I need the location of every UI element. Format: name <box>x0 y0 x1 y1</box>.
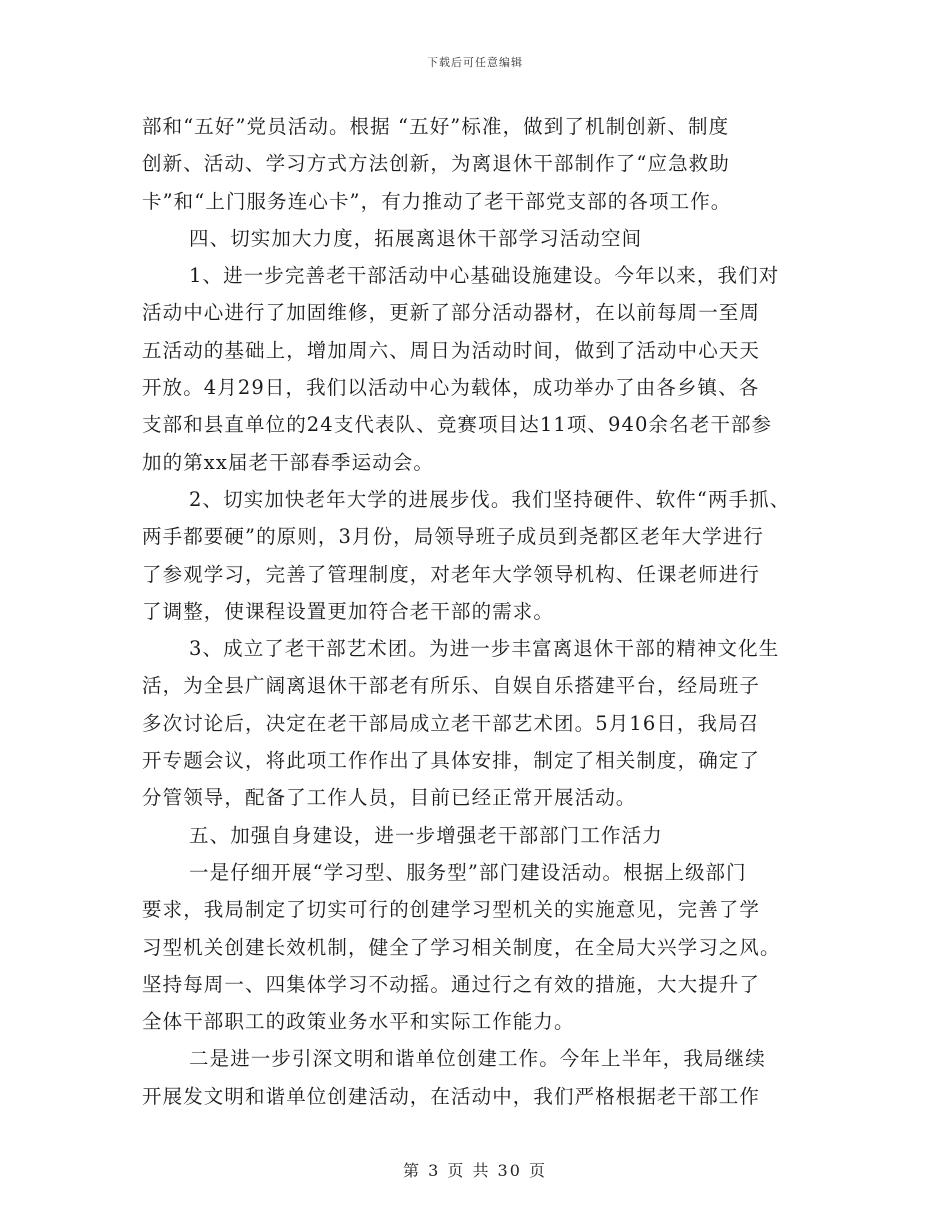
text-line: 创新、活动、学习方式方法创新，为离退休干部制作了“应急救助 <box>142 152 730 176</box>
text-line: 开放。4月29日，我们以活动中心为载体，成功举办了由各乡镇、各 <box>142 376 760 400</box>
text-line: 一是仔细开展“学习型、服务型”部门建设活动。根据上级部门 <box>189 860 747 884</box>
document-body <box>142 108 822 1115</box>
text-line: 两手都要硬”的原则，3月份，局领导班子成员到尧都区老年大学进行 <box>142 525 764 549</box>
text-line: 开展发文明和谐单位创建活动，在活动中，我们严格根据老干部工作 <box>142 1084 761 1108</box>
page-header: 下载后可任意编辑 <box>427 56 523 69</box>
text-line: 加的第xx届老干部春季运动会。 <box>142 450 434 474</box>
text-line: 3、成立了老干部艺术团。为进一步丰富离退休干部的精神文化生 <box>189 637 780 661</box>
text-line: 全体干部职工的政策业务水平和实际工作能力。 <box>142 1010 575 1034</box>
page-number-footer: 第 3 页 共 30 页 <box>403 1161 547 1180</box>
text-line: 了调整，使课程设置更加符合老干部的需求。 <box>142 599 555 623</box>
text-line: 坚持每周一、四集体学习不动摇。通过行之有效的措施，大大提升了 <box>142 972 761 996</box>
text-line: 四、切实加大力度，拓展离退休干部学习活动空间 <box>189 226 643 250</box>
text-line: 卡”和“上门服务连心卡”，有力推动了老干部党支部的各项工作。 <box>142 189 732 213</box>
text-line: 部和“五好”党员活动。根据 “五好”标准，做到了机制创新、制度 <box>142 115 730 138</box>
text-line: 五活动的基础上，增加周六、周日为活动时间，做到了活动中心天天 <box>142 338 761 362</box>
text-line: 要求，我局制定了切实可行的创建学习型机关的实施意见，完善了学 <box>142 898 761 922</box>
text-line: 了参观学习，完善了管理制度，对老年大学领导机构、任课老师进行 <box>142 562 761 586</box>
text-line: 二是进一步引深文明和谐单位创建工作。今年上半年，我局继续 <box>189 1047 766 1071</box>
text-line: 多次讨论后，决定在老干部局成立老干部艺术团。5月16日，我局召 <box>142 711 760 735</box>
text-line: 1、进一步完善老干部活动中心基础设施建设。今年以来，我们对 <box>189 264 780 288</box>
text-line: 开专题会议，将此项工作作出了具体安排，制定了相关制度，确定了 <box>142 749 761 773</box>
text-line: 习型机关创建长效机制，健全了学习相关制度，在全局大兴学习之风。 <box>142 935 781 959</box>
text-line: 活动中心进行了加固维修，更新了部分活动器材，在以前每周一至周 <box>142 301 761 325</box>
text-line: 2、切实加快老年大学的进展步伐。我们坚持硬件、软件“两手抓、 <box>189 487 791 511</box>
text-line: 分管领导，配备了工作人员，目前已经正常开展活动。 <box>142 786 637 810</box>
text-line: 活，为全县广阔离退休干部老有所乐、自娱自乐搭建平台，经局班子 <box>142 674 761 698</box>
text-line: 支部和县直单位的24支代表队、竞赛项目达11项、940余名老干部参 <box>142 413 773 437</box>
text-line: 五、加强自身建设，进一步增强老干部部门工作活力 <box>189 823 663 847</box>
